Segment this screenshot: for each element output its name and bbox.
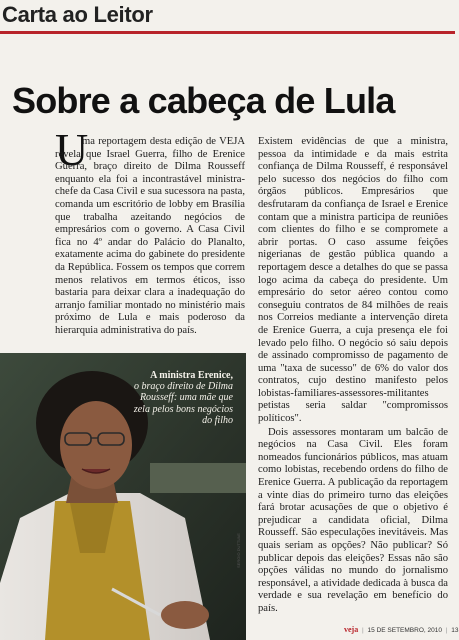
section-header	[0, 0, 455, 40]
page-number: 13	[451, 627, 459, 634]
paragraph: Existem evidências de que a ministra, pessoa da intimidade e da mais estrita confiança de Dilma Rousseff, é responsável pelo sucesso dos negócios do filho com órgãos públicos. Empresários que desfrutaram da confiança de Israel e Erenice contam que a ministra participa de reuniões com clientes do filho e se compromete a abrir portas. O caso assume feições nigerianas de gestão pública quando a reportagem desce a detalhes do que se passa logo acima da cabeça do presidente. Um empresário do setor aéreo contou como conseguiu contratos de 84 milhões de reais nos Correios mediante a intervenção direta de Erenice Guerra, a cuja presença ele foi levado pelo filho. O negócio só saiu depois de assinado compromisso de pagamento de uma "taxa de sucesso" de 6% do valor dos contratos, cujo destino manifesto pelos lobistas-familiares-assessores-militantes petistas seria saldar "compromissos políticos".	[258, 136, 448, 425]
header-rule	[0, 31, 455, 34]
drop-cap: U	[55, 124, 89, 175]
issue-date: 15 DE SETEMBRO, 2010	[367, 627, 442, 634]
page-footer	[344, 625, 459, 634]
caption-text: o braço direito de Dilma Rousseff: uma mãe que zela pelos bons negócios do filho	[133, 381, 233, 426]
footer-separator: |	[445, 627, 448, 634]
section-title: Carta ao Leitor	[2, 2, 153, 27]
caption-lead: A ministra Erenice,	[150, 370, 233, 381]
photo-caption	[123, 370, 233, 426]
headline: Sobre a cabeça de Lula	[12, 80, 395, 121]
magazine-logo: veja	[344, 625, 359, 634]
paragraph: ma reportagem desta edição de VEJA revela que Israel Guerra, filho de Erenice Guerra, braço direito de Dilma Rousseff enquanto ela foi a incontrastável ministra-chefe da Casa Civil e sua sucessora na pasta, comanda um escritório de lobby em Brasília que trabalha azeitando negócios de empresários com o governo. A Casa Civil fica no 4º andar do Palácio do Planalto, exatamente acima do gabinete do presidente da República. Fossem os tempos que correm menos relativos em termos éticos, isso bastaria para deixar clara a inadequação do arranjo familiar montado no ministério mais próximo de Lula e mais poderoso da hierarquia administrativa do país.	[55, 136, 245, 336]
footer-separator: |	[362, 627, 364, 634]
photo-credit: SERGIO DUTTI/AE	[236, 533, 241, 568]
article-column-2	[258, 136, 448, 616]
article-column-1	[55, 136, 245, 338]
paragraph: Dois assessores montaram um balcão de negócios na Casa Civil. Eles foram nomeados funcionários públicos, mas atuam como lobistas, recebendo ordens do filho de Erenice Guerra. A publicação da reportagem a vinte dias do primeiro turno das eleições fará brotar acusações de que o objetivo é prejudicar a candidata oficial, Dilma Rousseff. São especulações inevitáveis. Mas quais seriam as opções? Não publicar? Só publicar depois das eleições? Essas não são opções válidas no mundo do jornalismo responsável, a atividade dedicada à busca da verdade e sua revelação em benefício do país.	[258, 426, 448, 614]
